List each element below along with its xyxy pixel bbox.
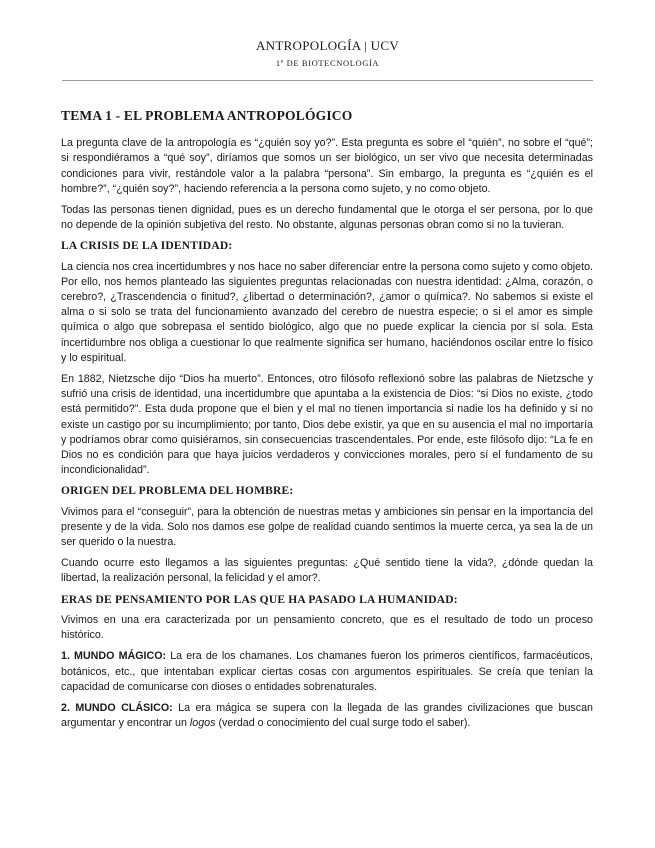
section-heading-crisis: LA CRISIS DE LA IDENTIDAD: <box>61 240 233 253</box>
origen-paragraph-2: Cuando ocurre esto llegamos a las siguientes preguntas: ¿Qué sentido tiene la vida?, ¿dónde quedan la libertad, la realización personal, la felicidad y el amor?. <box>61 557 593 585</box>
eras-paragraph-1: Vivimos en una era caracterizada por un pensamiento concreto, que es el resultado de todo un proceso histórico. <box>61 613 593 642</box>
era-text-clasico-b: (verdad o conocimiento del cual surge todo el saber). <box>215 717 471 730</box>
origen-paragraph-1: Vivimos para el “conseguir”, para la obtención de nuestras metas y ambiciones sin pensar en la importancia del presente y de la vida. Solo nos damos ese golpe de realidad cuando sentimos la muerte cerca, ya sea la de un ser querido o la nuestra. <box>61 505 593 549</box>
intro-paragraph-2: Todas las personas tienen dignidad, pues es un derecho fundamental que le otorga el ser persona, por lo que no depende de la opinión subjetiva del resto. No obstante, algunas personas obran como si no la tuvieran. <box>61 204 593 232</box>
header-divider <box>62 80 593 81</box>
page-title: TEMA 1 - EL PROBLEMA ANTROPOLÓGICO <box>61 108 353 123</box>
era-item-clasico <box>61 701 593 731</box>
era-text-clasico-a: La era mágica se supera con la llegada de las grandes civilizaciones que buscan argumentar y encontrar un <box>61 701 593 730</box>
section-heading-eras: ERAS DE PENSAMIENTO POR LAS QUE HA PASADO LA HUMANIDAD: <box>61 593 458 606</box>
crisis-paragraph-1: La ciencia nos crea incertidumbres y nos hace no saber diferenciar entre la persona como sujeto y como objeto. Por ello, nos hemos planteado las siguientes preguntas relacionadas con nuestra identidad: ¿Alma, corazón, o cerebro?, ¿Trascendencia o finitud?, ¿libertad o determinación?, ¿amor o química?. No sabemos si existe el alma o si solo se trata del funcionamiento avanzado del cerebro de nuestra especie; o si el amor es simple química o algo que sobrepasa el sentido biológico, algo que no puede explicar la ciencia por sí sola. Esta incertidumbre nos obliga a cuestionar lo que realmente significa ser humano, haciéndonos oscilar entre lo físico y lo espiritual. <box>61 260 593 364</box>
era-term-logos: logos <box>189 717 216 730</box>
era-label-magico: 1. MUNDO MÁGICO: <box>61 650 167 663</box>
era-label-clasico: 2. MUNDO CLÁSICO: <box>61 701 173 714</box>
section-heading-origen: ORIGEN DEL PROBLEMA DEL HOMBRE: <box>61 485 294 498</box>
document-body <box>61 108 593 737</box>
era-text-magico: La era de los chamanes. Los chamanes fueron los primeros científicos, farmacéuticos, botánicos, etc., que intentaban explicar ciertas cosas con argumentos espirituales. Se creía que tenían la capacidad de comunicarse con dioses o entidades sobrenaturales. <box>61 650 593 693</box>
running-header-title: ANTROPOLOGÍA | UCV <box>255 38 400 53</box>
era-item-magico <box>61 649 593 695</box>
running-header-subtitle: 1º DE BIOTECNOLOGÍA <box>275 58 380 68</box>
intro-paragraph-1: La pregunta clave de la antropología es “¿quién soy yo?”. Esta pregunta es sobre el “quién”, no sobre el “qué”; si respondiéramos a “qué soy”, diríamos que somos un ser biológico, un ser vivo que necesita determinadas condiciones para vivir, restándole valor a la palabra “persona”. Sin embargo, la pregunta es “¿quién es el hombre?”, “¿quién soy?”, haciendo referencia a la persona como sujeto, y no como objeto. <box>61 137 593 195</box>
crisis-paragraph-2: En 1882, Nietzsche dijo “Dios ha muerto”. Entonces, otro filósofo reflexionó sobre las palabras de Nietzsche y sufrió una crisis de identidad, una incertidumbre que apuntaba a la existencia de Dios: “si Dios no existe, ¿todo está permitido?”. Esta duda propone que el bien y el mal no tienen importancia si nadie los ha definido y si no existe un castigo por su incumplimiento; por tanto, Dios debe existir, ya que en su ausencia el mal no importaría y podríamos obrar como quisiéramos, sin consecuencias trascendentales. Por ende, este filósofo dijo: “La fe en Dios no es condición para que haya juicios verdaderos y convicciones morales, pero sí el fundamento de su incondicionalidad”. <box>61 373 593 477</box>
